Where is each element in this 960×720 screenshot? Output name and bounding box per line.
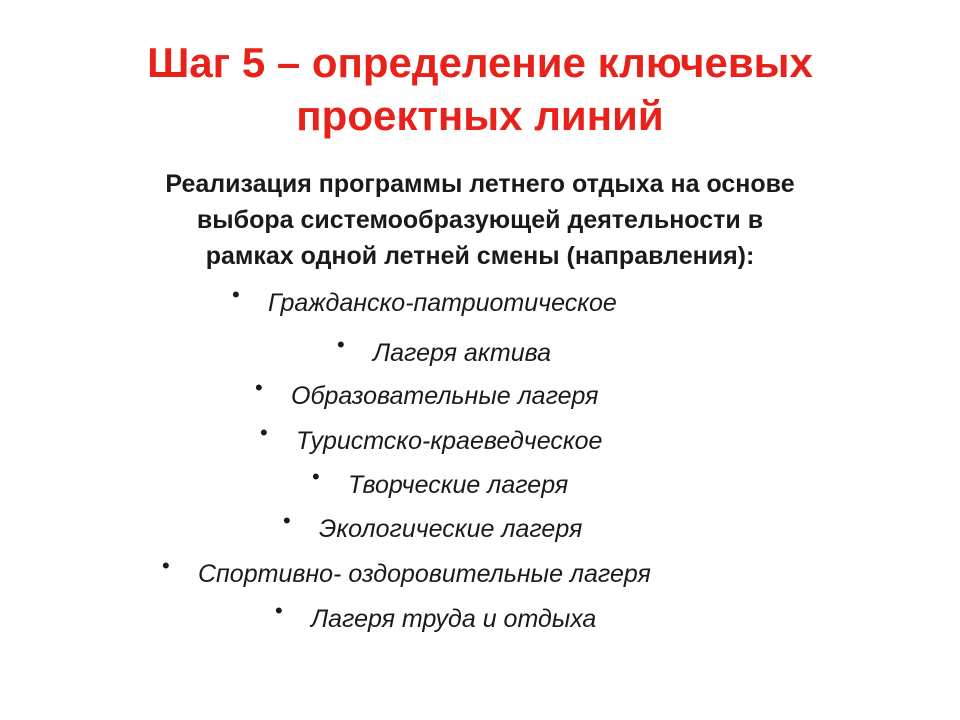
list-item	[0, 464, 960, 504]
subtitle-line-1: Реализация программы летнего отдыха на основе	[165, 170, 795, 198]
list-item	[0, 598, 960, 638]
list-item	[0, 375, 960, 415]
list-item	[0, 420, 960, 460]
bullet-text: Гражданско-патриотическое	[268, 289, 617, 317]
list-item	[0, 508, 960, 548]
bullet-text: Образовательные лагеря	[291, 382, 599, 410]
bullet-text: Экологические лагеря	[319, 515, 583, 543]
bullet-dot-icon: •	[275, 598, 283, 623]
bullet-text: Лагеря труда и отдыха	[311, 605, 597, 633]
list-item	[0, 282, 960, 322]
bullet-dot-icon: •	[312, 464, 320, 489]
title-line-1: Шаг 5 – определение ключевых	[147, 39, 813, 86]
bullet-text: Лагеря актива	[373, 339, 552, 367]
bullet-dot-icon: •	[283, 508, 291, 533]
subtitle-line-2: выбора системообразующей деятельности в	[196, 206, 764, 234]
bullet-text: Творческие лагеря	[348, 471, 569, 499]
bullet-dot-icon: •	[260, 420, 268, 445]
list-item	[0, 553, 960, 593]
bullet-dot-icon: •	[337, 332, 345, 357]
list-item	[0, 332, 960, 372]
slide-title	[60, 36, 900, 142]
subtitle-line-3: рамках одной летней смены (направления):	[205, 242, 755, 270]
slide-subtitle	[40, 166, 920, 274]
bullet-dot-icon: •	[255, 375, 263, 400]
bullet-text: Туристско-краеведческое	[296, 427, 603, 455]
bullet-text: Спортивно- оздоровительные лагеря	[198, 560, 651, 588]
bullet-dot-icon: •	[232, 282, 240, 307]
title-line-2: проектных линий	[296, 92, 664, 139]
bullet-dot-icon: •	[162, 553, 170, 578]
